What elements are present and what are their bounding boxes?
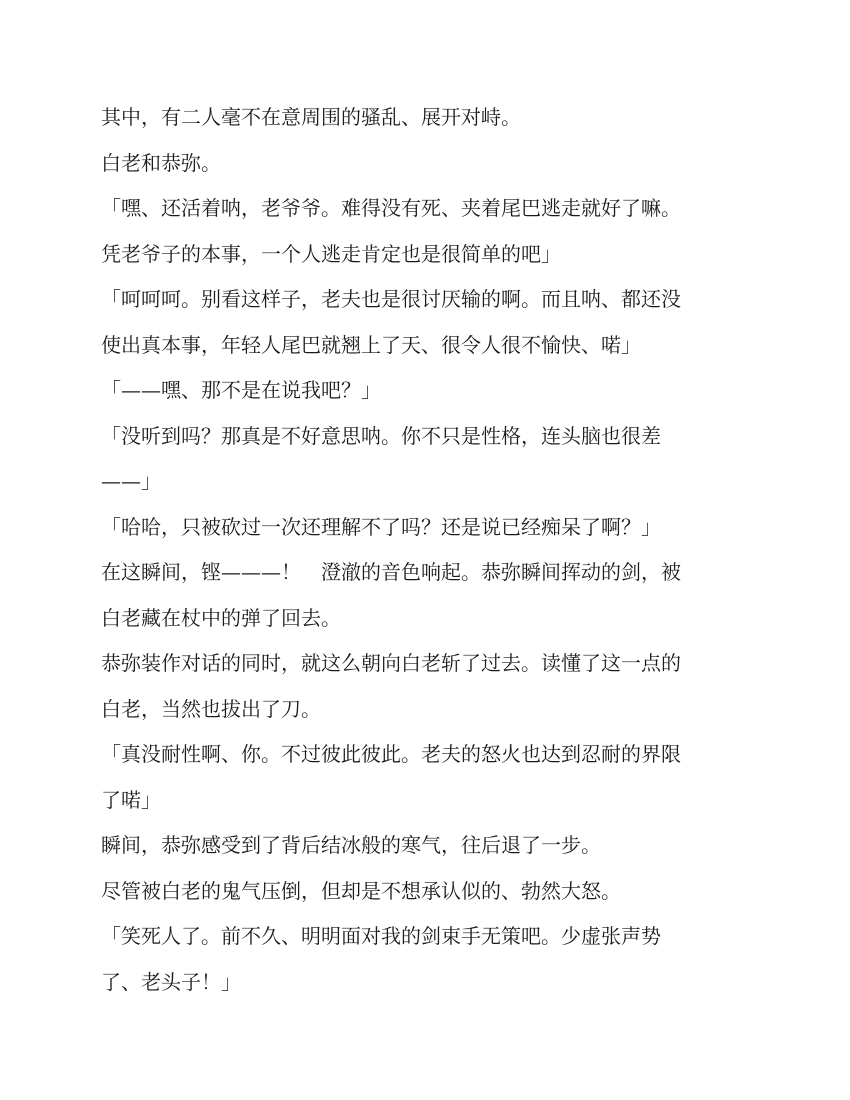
- text-line: 了、老头子！」: [101, 969, 241, 994]
- text-line: 白老藏在杖中的弹了回去。: [101, 605, 341, 630]
- text-line: 「笑死人了。前不久、明明面对我的剑束手无策吧。少虚张声势: [101, 924, 661, 948]
- text-line: 尽管被白老的鬼气压倒，但却是不想承认似的、勃然大怒。: [101, 878, 621, 903]
- text-line: 恭弥装作对话的同时，就这么朝向白老斩了过去。读懂了这一点的: [101, 651, 681, 675]
- text-line: 「——嘿、那不是在说我吧？」: [101, 378, 381, 402]
- text-line: 使出真本事，年轻人尾巴就翘上了天、很令人很不愉快、喏」: [101, 332, 641, 357]
- text-line: 「呵呵呵。别看这样子，老夫也是很讨厌输的啊。而且呐、都还没: [101, 287, 681, 311]
- body-text: [101, 95, 713, 1005]
- text-line: 「真没耐性啊、你。不过彼此彼此。老夫的怒火也达到忍耐的界限: [101, 742, 681, 766]
- text-line: 白老，当然也拔出了刀。: [101, 696, 321, 721]
- text-line: 「没听到吗？那真是不好意思呐。你不只是性格，连头脑也很差: [101, 423, 661, 448]
- text-line: 「哈哈，只被砍过一次还理解不了吗？还是说已经痴呆了啊？」: [101, 514, 661, 539]
- text-line: 瞬间，恭弥感受到了背后结冰般的寒气，往后退了一步。: [101, 833, 601, 857]
- text-line: 了喏」: [101, 787, 161, 812]
- text-line: 白老和恭弥。: [101, 150, 221, 175]
- text-line: 「嘿、还活着呐，老爷爷。难得没有死、夹着尾巴逃走就好了嘛。: [101, 196, 681, 220]
- text-line: 在这瞬间，铿———！ 澄澈的音色响起。恭弥瞬间挥动的剑，被: [101, 560, 681, 584]
- text-line: 凭老爷子的本事，一个人逃走肯定也是很简单的吧」: [101, 241, 561, 266]
- text-line: 其中，有二人毫不在意周围的骚乱、展开对峙。: [101, 105, 521, 129]
- text-line: ——」: [101, 469, 161, 493]
